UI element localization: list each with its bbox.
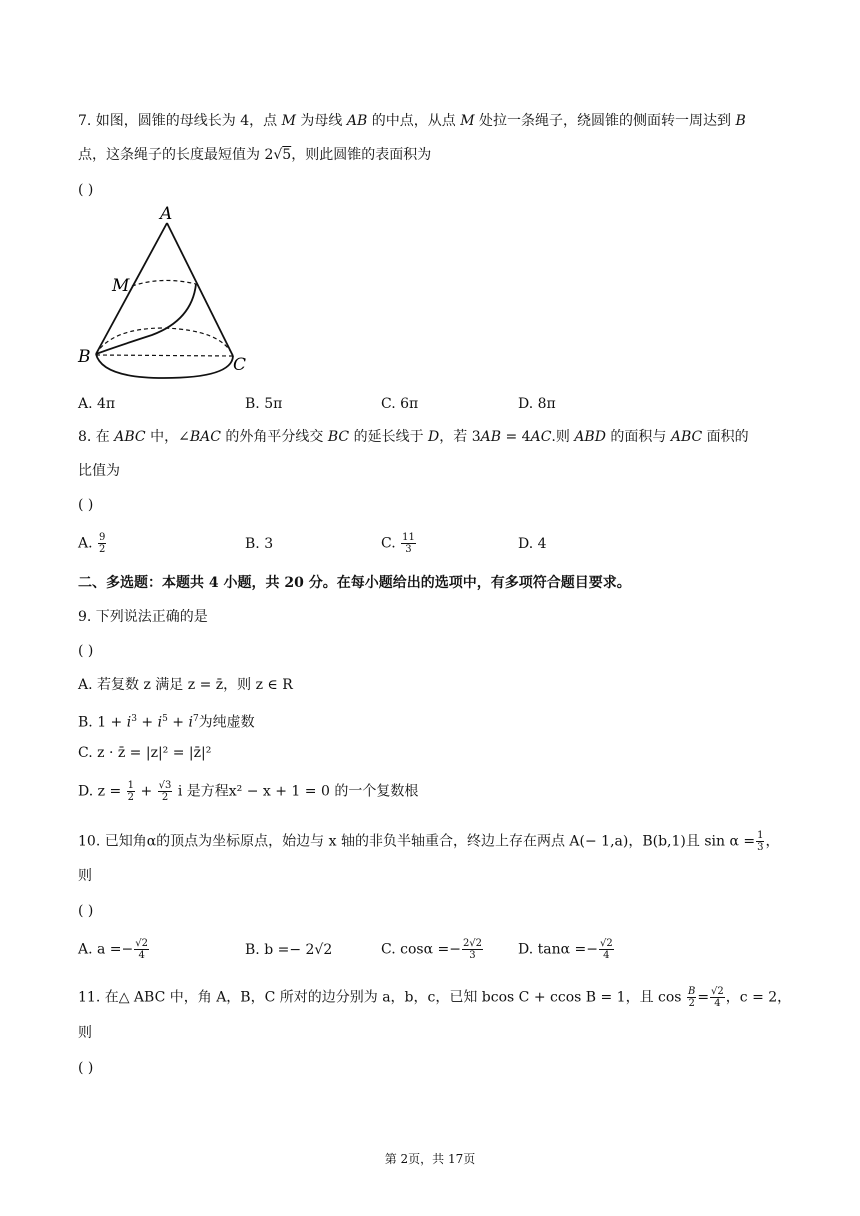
q7-option-c[interactable]: C. 6π bbox=[381, 396, 419, 412]
q10-option-b[interactable]: B. b =− 2√2 bbox=[245, 942, 333, 958]
figure-label-M: M bbox=[112, 276, 130, 296]
page-footer: 第 2页，共 17页 bbox=[384, 1152, 476, 1166]
q7-line2: 点，这条绳子的长度最短值为 2√5，则此圆锥的表面积为 bbox=[78, 147, 432, 163]
q8-option-c[interactable]: C. $\frac{11}{3}$ bbox=[381, 532, 415, 555]
q8-option-d[interactable]: D. 4 bbox=[518, 536, 547, 552]
q11-line1: 11. 在△ ABC 中，角 A，B，C 所对的边分别为 a，b，c，已知 bcos C + ccos B = 1，且 cos $\frac{B}{2}$ = $\frac{√2}{4}$ ，c = 2， bbox=[78, 986, 792, 1009]
q8-line2: 比值为 bbox=[78, 463, 120, 479]
cone-figure bbox=[72, 200, 262, 385]
q9-stem: 9. 下列说法正确的是 bbox=[78, 609, 208, 625]
figure-label-C: C bbox=[233, 355, 247, 375]
q10-answer-paren: ( ) bbox=[78, 903, 94, 919]
q7-option-a[interactable]: A. 4π bbox=[78, 396, 116, 412]
q9-option-c[interactable]: C. z · z̄ = |z|² = |z̄|² bbox=[78, 745, 212, 761]
q9-option-a[interactable]: A. 若复数 z 满足 z = z̄，则 z ∈ R bbox=[78, 677, 293, 693]
q10-option-d[interactable]: D. tanα =− $\frac{√2}{4}$ bbox=[518, 938, 613, 961]
q11-answer-paren: ( ) bbox=[78, 1060, 94, 1076]
q10-line1: 10. 已知角α的顶点为坐标原点，始边与 x 轴的非负半轴重合，终边上存在两点 A(− 1,a)，B(b,1)且 sin α = $\frac{1}{3}$ ， bbox=[78, 830, 780, 853]
q9-option-d[interactable]: D. z = $\frac{1}{2}$ + $\frac{√3}{2}$ i 是方程x² − x + 1 = 0 的一个复数根 bbox=[78, 780, 419, 803]
q9-answer-paren: ( ) bbox=[78, 643, 94, 659]
section-heading: 二、多选题：本题共 4 小题，共 20 分。在每小题给出的选项中，有多项符合题目要求。 bbox=[78, 575, 631, 591]
q8-option-a[interactable]: A. $\frac{9}{2}$ bbox=[78, 532, 106, 555]
q8-option-b[interactable]: B. 3 bbox=[245, 536, 274, 552]
q10-line2: 则 bbox=[78, 868, 92, 884]
figure-label-B: B bbox=[78, 347, 91, 367]
q11-line2: 则 bbox=[78, 1025, 92, 1041]
q7-line1: 7. 如图，圆锥的母线长为 4，点 M 为母线 AB 的中点，从点 M 处拉一条绳子，绕圆锥的侧面转一周达到 B bbox=[78, 113, 746, 129]
q7-answer-paren: ( ) bbox=[78, 182, 94, 198]
q7-option-b[interactable]: B. 5π bbox=[245, 396, 283, 412]
q8-answer-paren: ( ) bbox=[78, 497, 94, 513]
q7-option-d[interactable]: D. 8π bbox=[518, 396, 556, 412]
q8-line1: 8. 在 ABC 中，∠BAC 的外角平分线交 BC 的延长线于 D，若 3AB = 4AC.则 ABD 的面积与 ABC 面积的 bbox=[78, 429, 749, 445]
figure-label-A: A bbox=[160, 204, 173, 224]
q10-option-c[interactable]: C. cosα =− $\frac{2√2}{3}$ bbox=[381, 938, 483, 961]
q9-option-b[interactable]: B. $1 + i^3 + i^5 + i^7$为纯虚数 bbox=[78, 714, 255, 731]
q10-option-a[interactable]: A. a =− $\frac{√2}{4}$ bbox=[78, 938, 149, 961]
